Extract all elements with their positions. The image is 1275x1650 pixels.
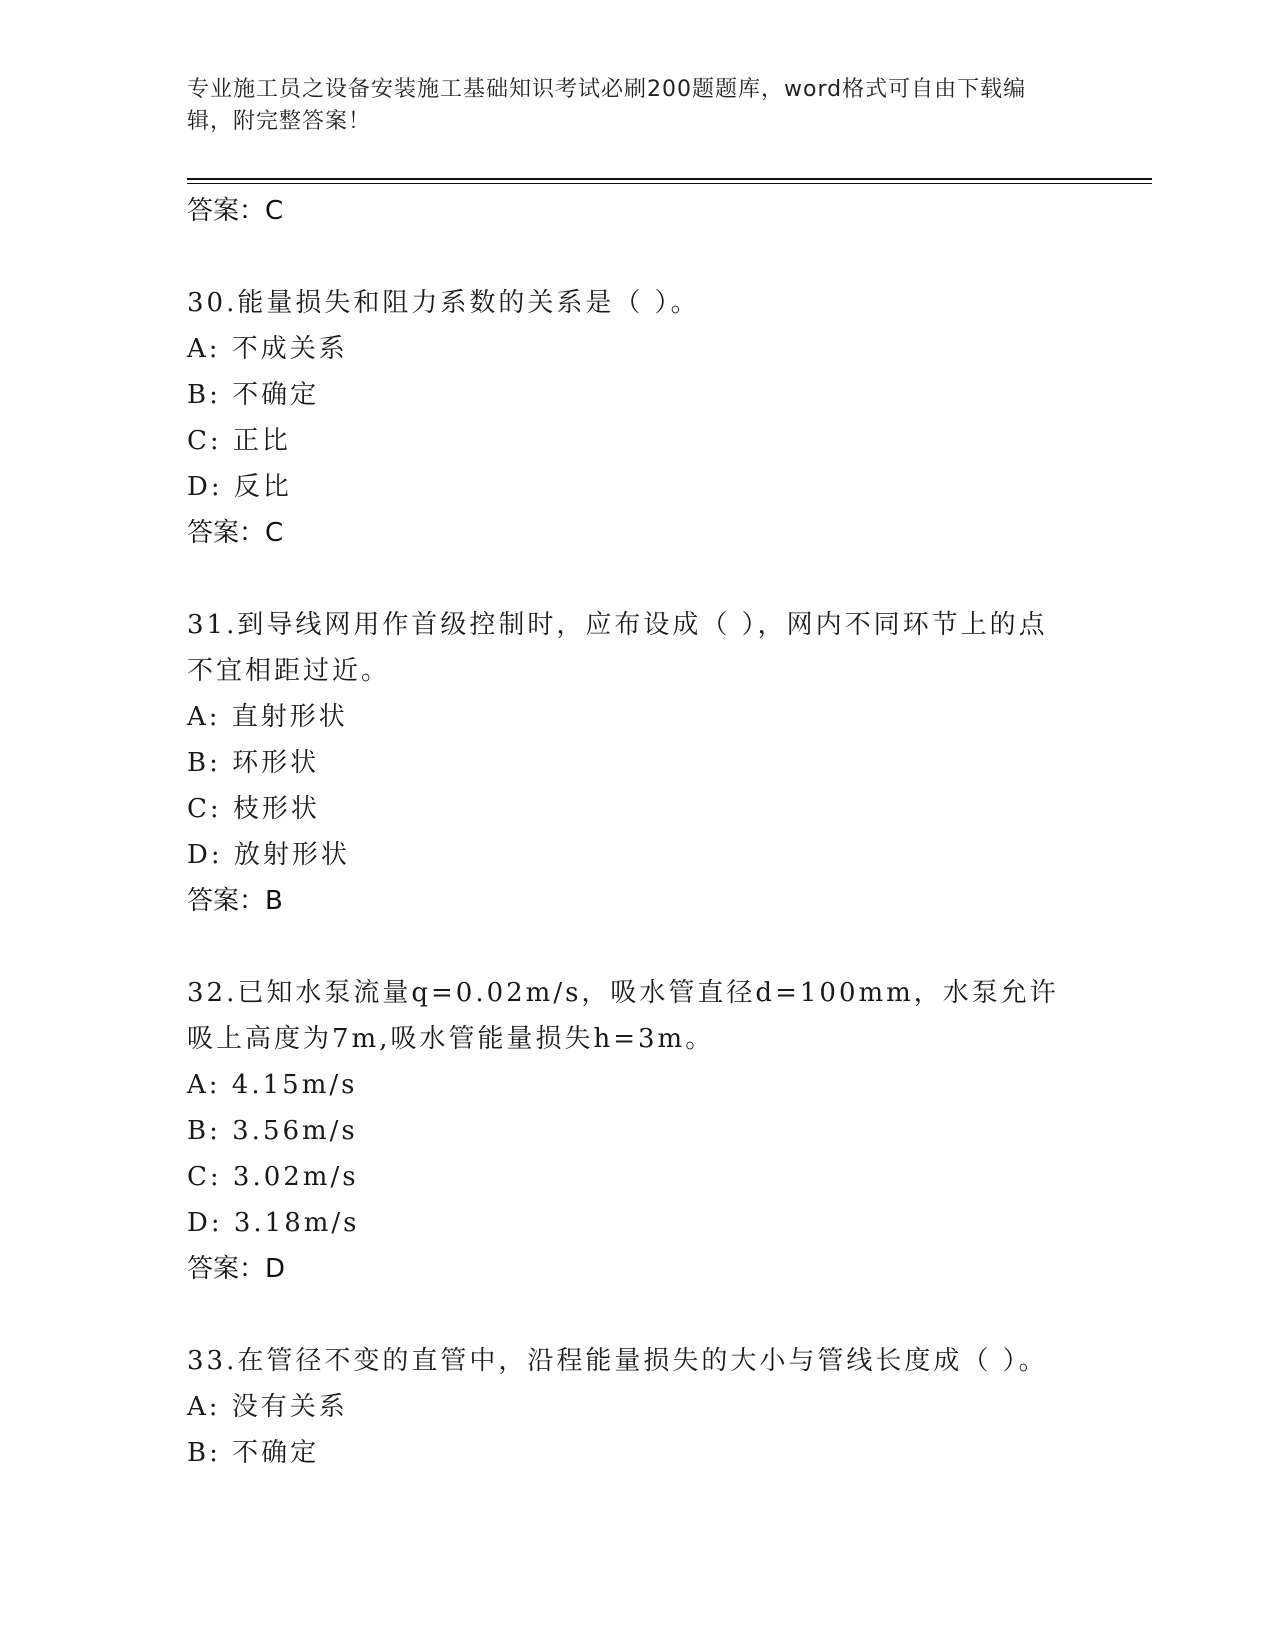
question-block <box>187 602 1067 924</box>
option-d: D: 3.18m/s <box>187 1208 360 1238</box>
answer-line: 答案：B <box>187 886 283 916</box>
option-a: A: 直射形状 <box>187 702 348 732</box>
option-c: C: 枝形状 <box>187 794 320 824</box>
option-b: B: 3.56m/s <box>187 1116 358 1146</box>
question-block <box>187 1338 1067 1476</box>
question-text: 30.能量损失和阻力系数的关系是（ ）。 <box>187 288 700 318</box>
question-list <box>187 188 1067 1476</box>
option-c: C: 3.02m/s <box>187 1162 359 1192</box>
question-text: 31.到导线网用作首级控制时，应布设成（ ），网内不同环节上的点不宜相距过近。 <box>187 610 1048 686</box>
answer-line: 答案：C <box>187 518 284 548</box>
option-d: D: 放射形状 <box>187 840 350 870</box>
option-a: A: 4.15m/s <box>187 1070 358 1100</box>
answer-line: 答案：D <box>187 1254 286 1284</box>
option-c: C: 正比 <box>187 426 291 456</box>
option-b: B: 不确定 <box>187 380 320 410</box>
option-b: B: 环形状 <box>187 748 320 778</box>
option-a: A: 没有关系 <box>187 1392 348 1422</box>
answer-line: 答案：C <box>187 196 284 226</box>
header-rule-thin <box>187 183 1152 184</box>
question-text: 32.已知水泵流量q=0.02m/s，吸水管直径d=100mm，水泵允许吸上高度为7m,吸水管能量损失h=3m。 <box>187 978 1059 1054</box>
document-header: 专业施工员之设备安装施工基础知识考试必刷200题题库，word格式可自由下载编辑，附完整答案！ <box>187 77 1027 134</box>
header-rule-thick <box>187 178 1152 180</box>
question-block <box>187 280 1067 556</box>
question-text: 33.在管径不变的直管中，沿程能量损失的大小与管线长度成（ ）。 <box>187 1346 1048 1376</box>
option-b: B: 不确定 <box>187 1438 320 1468</box>
option-a: A: 不成关系 <box>187 334 348 364</box>
question-block <box>187 970 1067 1292</box>
option-d: D: 反比 <box>187 472 292 502</box>
